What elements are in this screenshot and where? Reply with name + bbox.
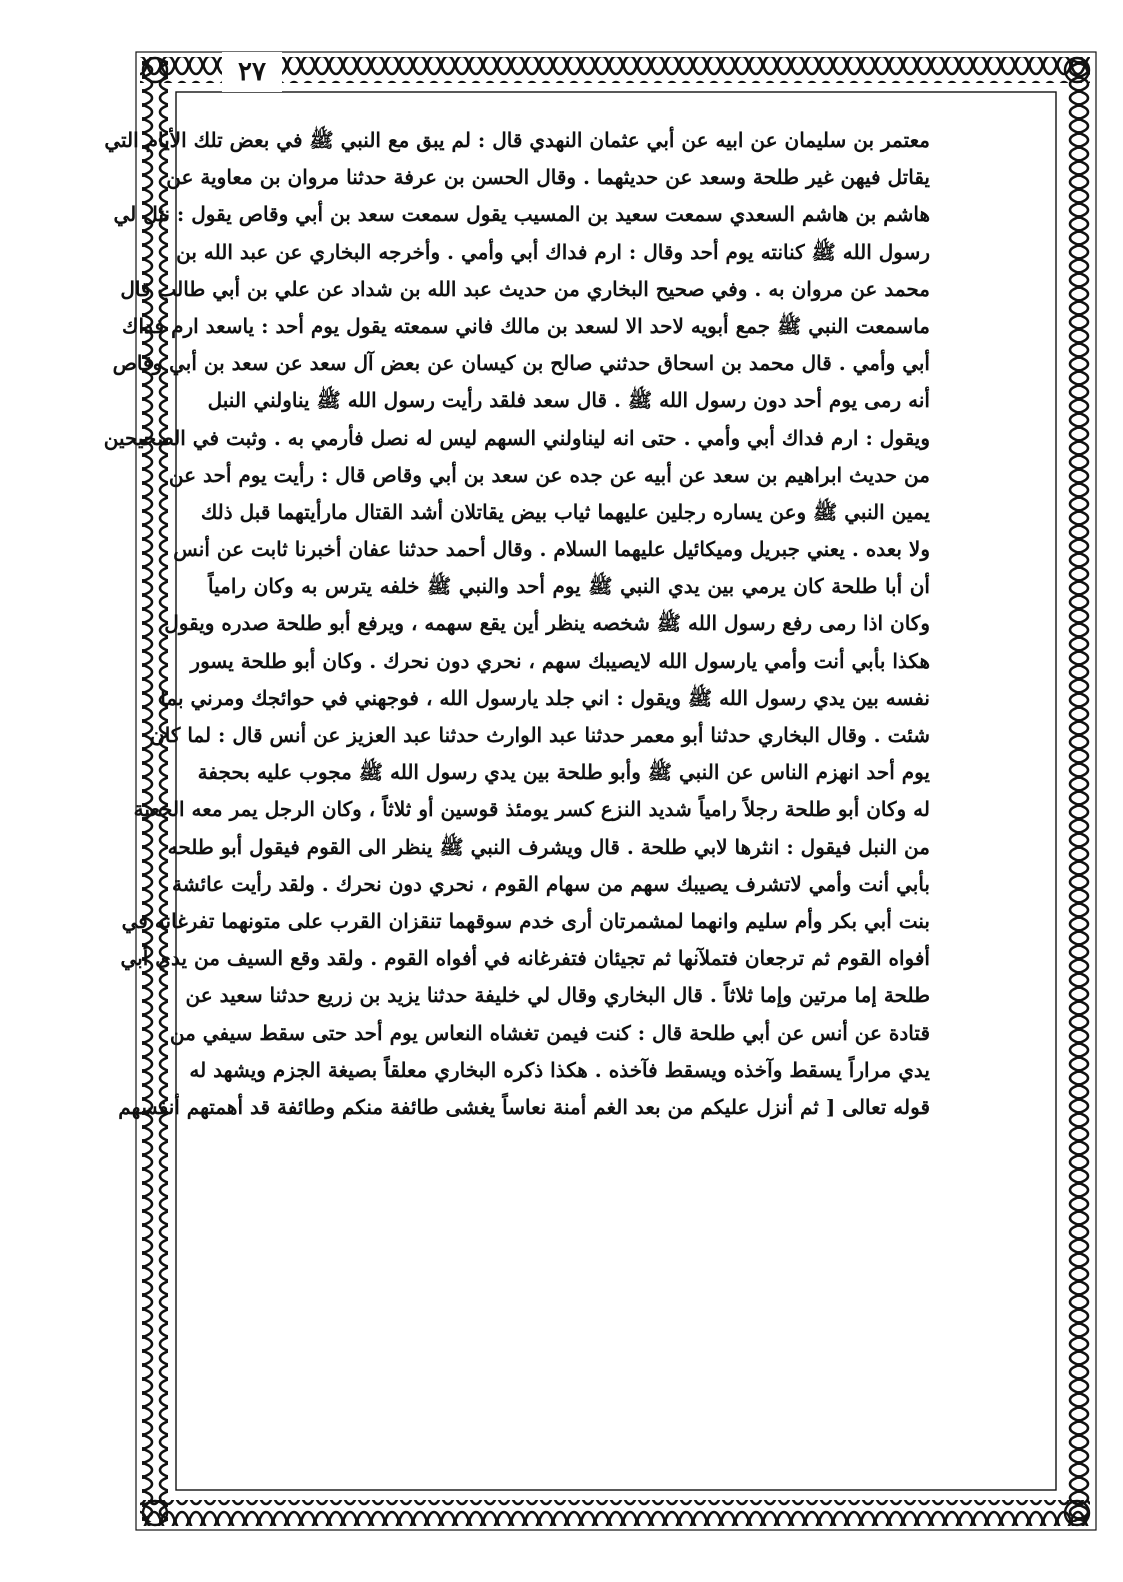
- text-line: يدي مراراً يسقط وآخذه ويسقط فآخذه . هكذا ذكره البخاري معلقاً بصيغة الجزم ويشهد له: [189, 1057, 930, 1082]
- text-line: قوله تعالى [ ثم أنزل عليكم من بعد الغم أمنة نعاساً يغشى طائفة منكم وطائفة قد أهمتهم أنفسهم: [118, 1094, 930, 1119]
- text-line: ولا بعده . يعني جبريل وميكائيل عليهما السلام . وقال أحمد حدثنا عفان أخبرنا ثابت عن أنس: [173, 537, 930, 562]
- body-text: [103, 122, 930, 1462]
- text-line: يمين النبي ﷺ وعن يساره رجلين عليهما ثياب بيض يقاتلان أشد القتال مارأيتهما قبل ذلك: [200, 499, 930, 524]
- text-line: من حديث ابراهيم بن سعد عن أبيه عن جده عن سعد بن أبي وقاص قال : رأيت يوم أحد عن: [168, 462, 930, 487]
- text-line: أنه رمى يوم أحد دون رسول الله ﷺ . قال سعد فلقد رأيت رسول الله ﷺ يناولني النبل: [207, 388, 930, 413]
- text-line: أبي وأمي . قال محمد بن اسحاق حدثني صالح بن كيسان عن بعض آل سعد عن سعد بن أبي وقاص: [112, 351, 930, 376]
- text-line: أن أبا طلحة كان يرمي بين يدي النبي ﷺ يوم أحد والنبي ﷺ خلفه يترس به وكان رامياً: [208, 574, 930, 599]
- text-line: ماسمعت النبي ﷺ جمع أبويه لاحد الا لسعد بن مالك فاني سمعته يقول يوم أحد : ياسعد ارم فداك: [122, 313, 930, 338]
- text-line: محمد عن مروان به . وفي صحيح البخاري من حديث عبد الله بن شداد عن علي بن أبي طالب قال: [120, 276, 930, 301]
- text-line: بنت أبي بكر وأم سليم وانهما لمشمرتان أرى خدم سوقهما تنقزان القرب على متونهما تفرغانه في: [121, 908, 930, 933]
- text-line: طلحة إما مرتين وإما ثلاثاً . قال البخاري وقال لي خليفة حدثنا يزيد بن زريع حدثنا سعيد عن: [185, 983, 930, 1008]
- text-line: من النبل فيقول : انثرها لابي طلحة . قال ويشرف النبي ﷺ ينظر الى القوم فيقول أبو طلحه: [167, 834, 930, 859]
- text-line: نفسه بين يدي رسول الله ﷺ ويقول : اني جلد يارسول الله ، فوجهني في حوائجك ومرني بما: [160, 685, 930, 710]
- text-line: شئت . وقال البخاري حدثنا أبو معمر حدثنا عبد الوارث حدثنا عبد العزيز عن أنس قال : لما كان: [150, 723, 930, 747]
- text-line: هاشم بن هاشم السعدي سمعت سعيد بن المسيب يقول سمعت سعد بن أبي وقاص يقول : نثل لي: [113, 202, 930, 227]
- text-line: معتمر بن سليمان عن ابيه عن أبي عثمان النهدي قال : لم يبق مع النبي ﷺ في بعض تلك الأيام التي: [104, 128, 930, 152]
- text-line: ويقول : ارم فداك أبي وأمي . حتى انه ليناولني السهم ليس له نصل فأرمي به . وثبت في الصحيحين: [103, 425, 930, 450]
- text-line: يقاتل فيهن غير طلحة وسعد عن حديثهما . وقال الحسن بن عرفة حدثنا مروان بن معاوية عن: [166, 165, 930, 190]
- text-line: وكان اذا رمى رفع رسول الله ﷺ شخصه ينظر أين يقع سهمه ، ويرفع أبو طلحة صدره ويقول: [164, 611, 930, 636]
- page-number: ٢٧: [222, 52, 282, 92]
- text-line: له وكان أبو طلحة رجلاً رامياً شديد النزع كسر يومئذ قوسين أو ثلاثاً ، وكان الرجل يمر معه الجعبة: [133, 797, 930, 822]
- text-line: هكذا بأبي أنت وأمي يارسول الله لايصيبك سهم ، نحري دون نحرك . وكان أبو طلحة يسور: [190, 648, 930, 673]
- text-line: أفواه القوم ثم ترجعان فتملآنها ثم تجيئان فتفرغانه في أفواه القوم . ولقد وقع السيف من يدي أبي: [120, 946, 930, 971]
- text-line: قتادة عن أنس عن أبي طلحة قال : كنت فيمن تغشاه النعاس يوم أحد حتى سقط سيفي من: [169, 1020, 930, 1045]
- text-line: يوم أحد انهزم الناس عن النبي ﷺ وأبو طلحة بين يدي رسول الله ﷺ مجوب عليه بحجفة: [197, 760, 930, 785]
- text-line: رسول الله ﷺ كنانته يوم أحد وقال : ارم فداك أبي وأمي . وأخرجه البخاري عن عبد الله بن: [176, 239, 930, 264]
- text-line: بأبي أنت وأمي لاتشرف يصيبك سهم من سهام القوم ، نحري دون نحرك . ولقد رأيت عائشة: [171, 871, 930, 896]
